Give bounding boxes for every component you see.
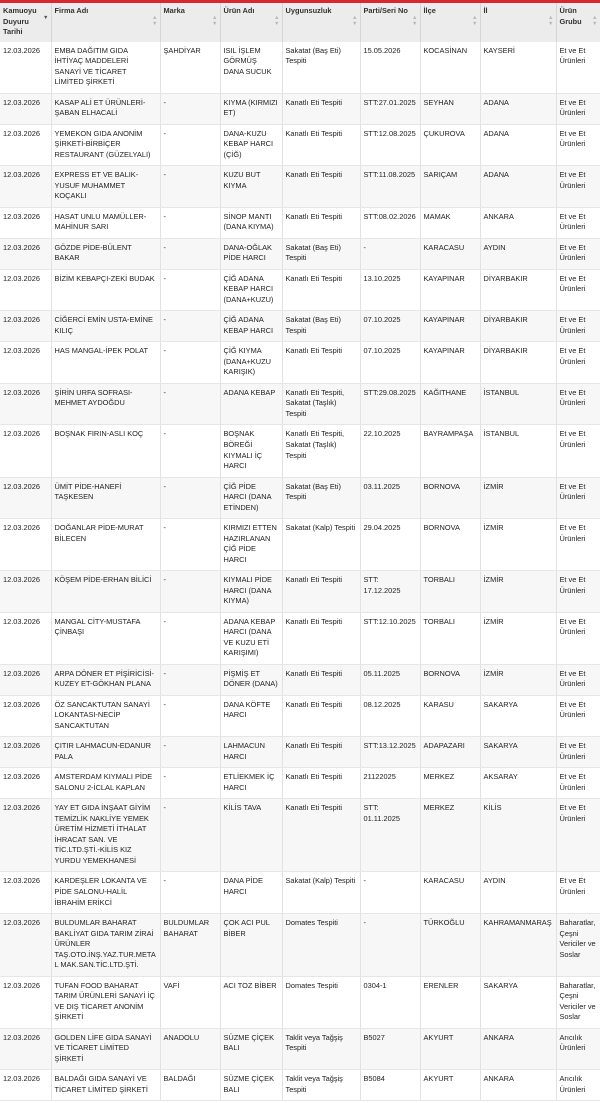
table-row [0,1070,600,1101]
cell-date: 12.03.2026 [0,383,51,425]
cell-nonconformity: Kanatlı Eti Tespiti [282,664,360,695]
cell-date: 12.03.2026 [0,664,51,695]
cell-province: İSTANBUL [480,383,556,425]
cell-product-group: Et ve Et Ürünleri [556,311,600,342]
cell-district: SARIÇAM [420,166,480,208]
column-header-district[interactable] [420,3,480,42]
column-header-label: Kamuoyu Duyuru Tarihi [3,6,37,37]
cell-district: BORNOVA [420,519,480,571]
cell-company: ÇITIR LAHMACUN-EDANUR PALA [51,737,160,768]
cell-batch: - [360,914,420,977]
cell-province: İZMİR [480,612,556,664]
cell-district: ADAPAZARI [420,737,480,768]
cell-product-group: Et ve Et Ürünleri [556,612,600,664]
cell-product: ÇOK ACI PUL BİBER [220,914,282,977]
table-row [0,976,600,1028]
cell-batch: STT: 17.12.2025 [360,571,420,613]
column-header-brand[interactable] [160,3,220,42]
cell-brand: - [160,269,220,311]
cell-province: ADANA [480,124,556,166]
cell-nonconformity: Kanatlı Eti Tespiti [282,342,360,384]
cell-product-group: Et ve Et Ürünleri [556,238,600,269]
cell-date: 12.03.2026 [0,976,51,1028]
table-row [0,124,600,166]
cell-batch: STT:11.08.2025 [360,166,420,208]
cell-product-group: Et ve Et Ürünleri [556,207,600,238]
cell-date: 12.03.2026 [0,768,51,799]
column-header-label: Uygunsuzluk [285,6,332,15]
cell-product-group: Et ve Et Ürünleri [556,383,600,425]
cell-province: SAKARYA [480,737,556,768]
cell-product-group: Et ve Et Ürünleri [556,571,600,613]
cell-product: SİNOP MANTI (DANA KIYMA) [220,207,282,238]
column-header-nonconformity[interactable] [282,3,360,42]
cell-nonconformity: Domates Tespiti [282,914,360,977]
cell-date: 12.03.2026 [0,93,51,124]
cell-district: KAYAPINAR [420,269,480,311]
table-row [0,519,600,571]
cell-brand: - [160,571,220,613]
cell-brand: - [160,238,220,269]
column-header-label: Marka [163,6,185,15]
cell-product: ISIL İŞLEM GÖRMÜŞ DANA SUCUK [220,42,282,94]
cell-nonconformity: Kanatlı Eti Tespiti [282,166,360,208]
cell-product: KİLİS TAVA [220,799,282,872]
cell-brand: - [160,768,220,799]
cell-product-group: Et ve Et Ürünleri [556,42,600,94]
cell-brand: - [160,425,220,477]
cell-company: EXPRESS ET VE BALIK-YUSUF MUHAMMET KOÇAKLI [51,166,160,208]
cell-date: 12.03.2026 [0,519,51,571]
cell-nonconformity: Kanatlı Eti Tespiti [282,799,360,872]
cell-product-group: Et ve Et Ürünleri [556,664,600,695]
cell-district: TORBALI [420,612,480,664]
cell-brand: BALDAĞI [160,1070,220,1101]
cell-batch: 08.12.2025 [360,695,420,737]
table-row [0,695,600,737]
cell-province: DİYARBAKIR [480,311,556,342]
cell-batch: 07.10.2025 [360,342,420,384]
cell-district: KAYAPINAR [420,311,480,342]
cell-province: İZMİR [480,664,556,695]
table-row [0,383,600,425]
cell-product-group: Et ve Et Ürünleri [556,342,600,384]
cell-batch: - [360,872,420,914]
cell-district: KARACASU [420,872,480,914]
sort-icon[interactable]: ▲ ▼ [274,15,280,27]
cell-product: ÇİĞ ADANA KEBAP HARCI (DANA+KUZU) [220,269,282,311]
cell-brand: - [160,124,220,166]
cell-nonconformity: Sakatat (Baş Eti) Tespiti [282,238,360,269]
table-row [0,799,600,872]
cell-date: 12.03.2026 [0,695,51,737]
column-header-label: Parti/Seri No [363,6,408,15]
table-row [0,612,600,664]
cell-date: 12.03.2026 [0,42,51,94]
sort-icon[interactable]: ▲ ▼ [472,15,478,27]
cell-province: AYDIN [480,238,556,269]
cell-company: KASAP ALİ ET ÜRÜNLERİ-ŞABAN ELHACALİ [51,93,160,124]
cell-product: DANA KÖFTE HARCI [220,695,282,737]
cell-batch: 29.04.2025 [360,519,420,571]
cell-batch: 05.11.2025 [360,664,420,695]
cell-company: ÜMİT PİDE-HANEFİ TAŞKESEN [51,477,160,519]
table-row [0,166,600,208]
recall-table [0,3,600,1101]
cell-brand: - [160,519,220,571]
cell-product-group: Baharatlar, Çeşni Vericiler ve Soslar [556,914,600,977]
cell-product: ÇİĞ ADANA KEBAP HARCI [220,311,282,342]
cell-district: KAĞITHANE [420,383,480,425]
cell-brand: - [160,872,220,914]
cell-province: KAHRAMANMARAŞ [480,914,556,977]
cell-district: SEYHAN [420,93,480,124]
cell-nonconformity: Sakatat (Baş Eti) Tespiti [282,477,360,519]
cell-nonconformity: Kanatlı Eti Tespiti [282,93,360,124]
table-row [0,1028,600,1070]
cell-product-group: Arıcılık Ürünleri [556,1028,600,1070]
cell-nonconformity: Sakatat (Baş Eti) Tespiti [282,42,360,94]
cell-company: DOĞANLAR PİDE-MURAT BİLECEN [51,519,160,571]
cell-date: 12.03.2026 [0,612,51,664]
cell-company: GÖZDE PİDE-BÜLENT BAKAR [51,238,160,269]
cell-province: DİYARBAKIR [480,269,556,311]
cell-product-group: Et ve Et Ürünleri [556,166,600,208]
cell-nonconformity: Domates Tespiti [282,976,360,1028]
cell-date: 12.03.2026 [0,342,51,384]
cell-company: ÖZ SANCAKTUTAN SANAYİ LOKANTASI-NECİP SANCAKTUTAN [51,695,160,737]
cell-company: BOŞNAK FIRIN-ASLI KOÇ [51,425,160,477]
cell-date: 12.03.2026 [0,207,51,238]
cell-product: ADANA KEBAP HARCI (DANA VE KUZU ETİ KARIŞIMI) [220,612,282,664]
cell-batch: STT:13.12.2025 [360,737,420,768]
cell-product: KIYMALI PİDE HARCI (DANA KIYMA) [220,571,282,613]
cell-batch: B5084 [360,1070,420,1101]
cell-nonconformity: Sakatat (Baş Eti) Tespiti [282,311,360,342]
cell-company: HASAT UNLU MAMÜLLER-MAHİNUR SARI [51,207,160,238]
table-row [0,311,600,342]
cell-company: ARPA DÖNER ET PİŞİRİCİSİ-KUZEY ET-GÖKHAN PLANA [51,664,160,695]
cell-date: 12.03.2026 [0,425,51,477]
cell-brand: - [160,207,220,238]
cell-product: KIYMA (KIRMIZI ET) [220,93,282,124]
cell-company: KÖŞEM PİDE-ERHAN BİLİCİ [51,571,160,613]
cell-brand: VAFİ [160,976,220,1028]
cell-brand: - [160,311,220,342]
cell-batch: STT: 01.11.2025 [360,799,420,872]
cell-product: ÇİĞ PİDE HARCI (DANA ETİNDEN) [220,477,282,519]
cell-province: SAKARYA [480,976,556,1028]
cell-province: İSTANBUL [480,425,556,477]
table-header-row [0,3,600,42]
table-row [0,571,600,613]
table-row [0,768,600,799]
cell-brand: - [160,737,220,768]
table-row [0,93,600,124]
sort-desc-icon[interactable]: ▼ [43,15,49,21]
cell-product-group: Et ve Et Ürünleri [556,93,600,124]
cell-company: MANGAL CİTY-MUSTAFA ÇİNBAŞI [51,612,160,664]
cell-brand: - [160,383,220,425]
cell-date: 12.03.2026 [0,799,51,872]
cell-nonconformity: Kanatlı Eti Tespiti [282,207,360,238]
table-row [0,42,600,94]
cell-province: İZMİR [480,571,556,613]
cell-province: KİLİS [480,799,556,872]
column-header-product-group[interactable] [556,3,600,42]
cell-province: SAKARYA [480,695,556,737]
cell-nonconformity: Kanatlı Eti Tespiti [282,124,360,166]
cell-batch: STT:27.01.2025 [360,93,420,124]
cell-district: KOCASİNAN [420,42,480,94]
cell-province: AKSARAY [480,768,556,799]
cell-date: 12.03.2026 [0,571,51,613]
table-row [0,425,600,477]
cell-company: BULDUMLAR BAHARAT BAKLİYAT GIDA TARIM ZİRAİ ÜRÜNLER TAŞ.OTO.İNŞ.YAZ.TUR.METAL MAK.SAN.TİC.LTD.ŞTİ. [51,914,160,977]
cell-product-group: Baharatlar, Çeşni Vericiler ve Soslar [556,976,600,1028]
cell-date: 12.03.2026 [0,269,51,311]
column-header-label: İl [483,6,488,15]
cell-brand: - [160,93,220,124]
cell-province: İZMİR [480,519,556,571]
cell-nonconformity: Kanatlı Eti Tespiti [282,571,360,613]
sort-icon[interactable]: ▲ ▼ [548,15,554,27]
cell-product-group: Et ve Et Ürünleri [556,269,600,311]
cell-product-group: Et ve Et Ürünleri [556,799,600,872]
cell-province: DİYARBAKIR [480,342,556,384]
cell-company: BİZİM KEBAPÇI-ZEKİ BUDAK [51,269,160,311]
cell-company: TUFAN FOOD BAHARAT TARIM ÜRÜNLERİ SANAYİ İÇ VE DIŞ TİCARET ANONİM ŞİRKETİ [51,976,160,1028]
cell-product-group: Et ve Et Ürünleri [556,124,600,166]
cell-batch: STT:12.10.2025 [360,612,420,664]
cell-district: ERENLER [420,976,480,1028]
cell-company: YEMEKON GIDA ANONİM ŞİRKETİ-BİRBİÇER RESTAURANT (GÜZELYALI) [51,124,160,166]
cell-nonconformity: Kanatlı Eti Tespiti [282,269,360,311]
cell-nonconformity: Kanatlı Eti Tespiti [282,612,360,664]
cell-brand: - [160,166,220,208]
column-header-date[interactable] [0,3,51,42]
cell-date: 12.03.2026 [0,1070,51,1101]
column-header-company[interactable] [51,3,160,42]
cell-brand: - [160,664,220,695]
sort-icon[interactable]: ▲ ▼ [592,15,598,27]
cell-product: KUZU BUT KIYMA [220,166,282,208]
column-header-product[interactable] [220,3,282,42]
cell-product-group: Et ve Et Ürünleri [556,519,600,571]
cell-product: KIRMIZI ETTEN HAZIRLANAN ÇİĞ PİDE HARCI [220,519,282,571]
cell-product-group: Et ve Et Ürünleri [556,768,600,799]
cell-province: KAYSERİ [480,42,556,94]
cell-product-group: Et ve Et Ürünleri [556,872,600,914]
cell-nonconformity: Taklit veya Tağşiş Tespiti [282,1070,360,1101]
column-header-province[interactable] [480,3,556,42]
cell-date: 12.03.2026 [0,124,51,166]
cell-product: PİŞMİŞ ET DÖNER (DANA) [220,664,282,695]
cell-batch: STT:29.08.2025 [360,383,420,425]
cell-brand: - [160,695,220,737]
cell-nonconformity: Taklit veya Tağşiş Tespiti [282,1028,360,1070]
cell-product-group: Et ve Et Ürünleri [556,425,600,477]
cell-product: ACI TOZ BİBER [220,976,282,1028]
cell-brand: - [160,612,220,664]
cell-product: ÇİĞ KIYMA (DANA+KUZU KARIŞIK) [220,342,282,384]
table-row [0,872,600,914]
cell-district: MAMAK [420,207,480,238]
column-header-label: Ürün Adı [223,6,255,15]
cell-district: TORBALI [420,571,480,613]
cell-company: KARDEŞLER LOKANTA VE PİDE SALONU-HALİL İBRAHİM ERİKCİ [51,872,160,914]
cell-nonconformity: Kanatlı Eti Tespiti, Sakatat (Taşlık) Tespiti [282,383,360,425]
cell-date: 12.03.2026 [0,477,51,519]
cell-batch: - [360,238,420,269]
cell-district: MERKEZ [420,768,480,799]
table-row [0,477,600,519]
cell-batch: 15.05.2026 [360,42,420,94]
cell-batch: 22.10.2025 [360,425,420,477]
table-body [0,42,600,1101]
cell-district: AKYURT [420,1028,480,1070]
cell-batch: 0304-1 [360,976,420,1028]
cell-province: ADANA [480,166,556,208]
cell-district: MERKEZ [420,799,480,872]
cell-nonconformity: Sakatat (Kalp) Tespiti [282,519,360,571]
cell-batch: 21122025 [360,768,420,799]
cell-product: DANA PİDE HARCI [220,872,282,914]
cell-district: KAYAPINAR [420,342,480,384]
table-row [0,269,600,311]
cell-nonconformity: Sakatat (Kalp) Tespiti [282,872,360,914]
cell-batch: STT:08.02.2026 [360,207,420,238]
cell-batch: 07.10.2025 [360,311,420,342]
cell-province: ANKARA [480,1070,556,1101]
cell-product: ADANA KEBAP [220,383,282,425]
column-header-label: Firma Adı [54,6,89,15]
cell-date: 12.03.2026 [0,1028,51,1070]
cell-date: 12.03.2026 [0,914,51,977]
cell-province: İZMİR [480,477,556,519]
sort-icon[interactable]: ▲ ▼ [212,15,218,27]
cell-product: SÜZME ÇİÇEK BALI [220,1028,282,1070]
cell-product: SÜZME ÇİÇEK BALI [220,1070,282,1101]
cell-district: ÇUKUROVA [420,124,480,166]
cell-brand: - [160,477,220,519]
cell-brand: ANADOLU [160,1028,220,1070]
cell-product: LAHMACUN HARCI [220,737,282,768]
column-header-batch[interactable] [360,3,420,42]
cell-product-group: Et ve Et Ürünleri [556,695,600,737]
cell-batch: 13.10.2025 [360,269,420,311]
cell-batch: STT:12.08.2025 [360,124,420,166]
cell-brand: - [160,342,220,384]
cell-company: CİĞERCİ EMİN USTA-EMİNE KILIÇ [51,311,160,342]
table-row [0,342,600,384]
cell-company: EMBA DAĞITIM GIDA İHTİYAÇ MADDELERİ SANAYİ VE TİCARET LİMİTED ŞİRKETİ [51,42,160,94]
table-row [0,914,600,977]
sort-icon[interactable]: ▲ ▼ [352,15,358,27]
cell-company: BALDAĞI GIDA SANAYİ VE TİCARET LİMİTED ŞİRKETİ [51,1070,160,1101]
table-row [0,737,600,768]
cell-nonconformity: Kanatlı Eti Tespiti [282,695,360,737]
cell-district: TÜRKOĞLU [420,914,480,977]
cell-brand: ŞAHDİYAR [160,42,220,94]
cell-district: KARASU [420,695,480,737]
cell-province: AYDIN [480,872,556,914]
cell-date: 12.03.2026 [0,311,51,342]
cell-company: HAS MANGAL-İPEK POLAT [51,342,160,384]
cell-company: AMSTERDAM KIYMALI PİDE SALONU 2-İCLAL KAPLAN [51,768,160,799]
cell-brand: - [160,799,220,872]
cell-product: ETLİEKMEK İÇ HARCI [220,768,282,799]
cell-district: BAYRAMPAŞA [420,425,480,477]
cell-province: ANKARA [480,207,556,238]
cell-province: ADANA [480,93,556,124]
cell-brand: BULDUMLAR BAHARAT [160,914,220,977]
cell-product-group: Arıcılık Ürünleri [556,1070,600,1101]
cell-nonconformity: Kanatlı Eti Tespiti, Sakatat (Taşlık) Tespiti [282,425,360,477]
cell-company: YAY ET GIDA İNŞAAT GİYİM TEMİZLİK NAKLİYE YEMEK ÜRETİM HİZMETİ İTHALAT İHRACAT SAN. VE TİC.LTD.ŞTİ.-KİLİS KIZ YURDU YEMEKHANESİ [51,799,160,872]
cell-product: DANA-KUZU KEBAP HARCI (ÇİĞ) [220,124,282,166]
cell-company: ŞİRİN URFA SOFRASI-MEHMET AYDOĞDU [51,383,160,425]
cell-date: 12.03.2026 [0,737,51,768]
cell-batch: 03.11.2025 [360,477,420,519]
column-header-label: Ürün Grubu [559,6,582,26]
sort-icon[interactable]: ▲ ▼ [412,15,418,27]
cell-product-group: Et ve Et Ürünleri [556,477,600,519]
cell-date: 12.03.2026 [0,166,51,208]
sort-icon[interactable]: ▲ ▼ [152,15,158,27]
cell-product: DANA-OĞLAK PİDE HARCI [220,238,282,269]
cell-nonconformity: Kanatlı Eti Tespiti [282,737,360,768]
table-row [0,207,600,238]
cell-district: AKYURT [420,1070,480,1101]
cell-batch: B5027 [360,1028,420,1070]
column-header-label: İlçe [423,6,436,15]
cell-product: BOŞNAK BÖREĞİ KIYMALI İÇ HARCI [220,425,282,477]
cell-product-group: Et ve Et Ürünleri [556,737,600,768]
cell-district: BORNOVA [420,477,480,519]
table-row [0,664,600,695]
cell-company: GOLDEN LİFE GIDA SANAYİ VE TİCARET LİMİTED ŞİRKETİ [51,1028,160,1070]
cell-district: KARACASU [420,238,480,269]
cell-date: 12.03.2026 [0,872,51,914]
cell-date: 12.03.2026 [0,238,51,269]
cell-nonconformity: Kanatlı Eti Tespiti [282,768,360,799]
table-row [0,238,600,269]
cell-province: ANKARA [480,1028,556,1070]
cell-district: BORNOVA [420,664,480,695]
